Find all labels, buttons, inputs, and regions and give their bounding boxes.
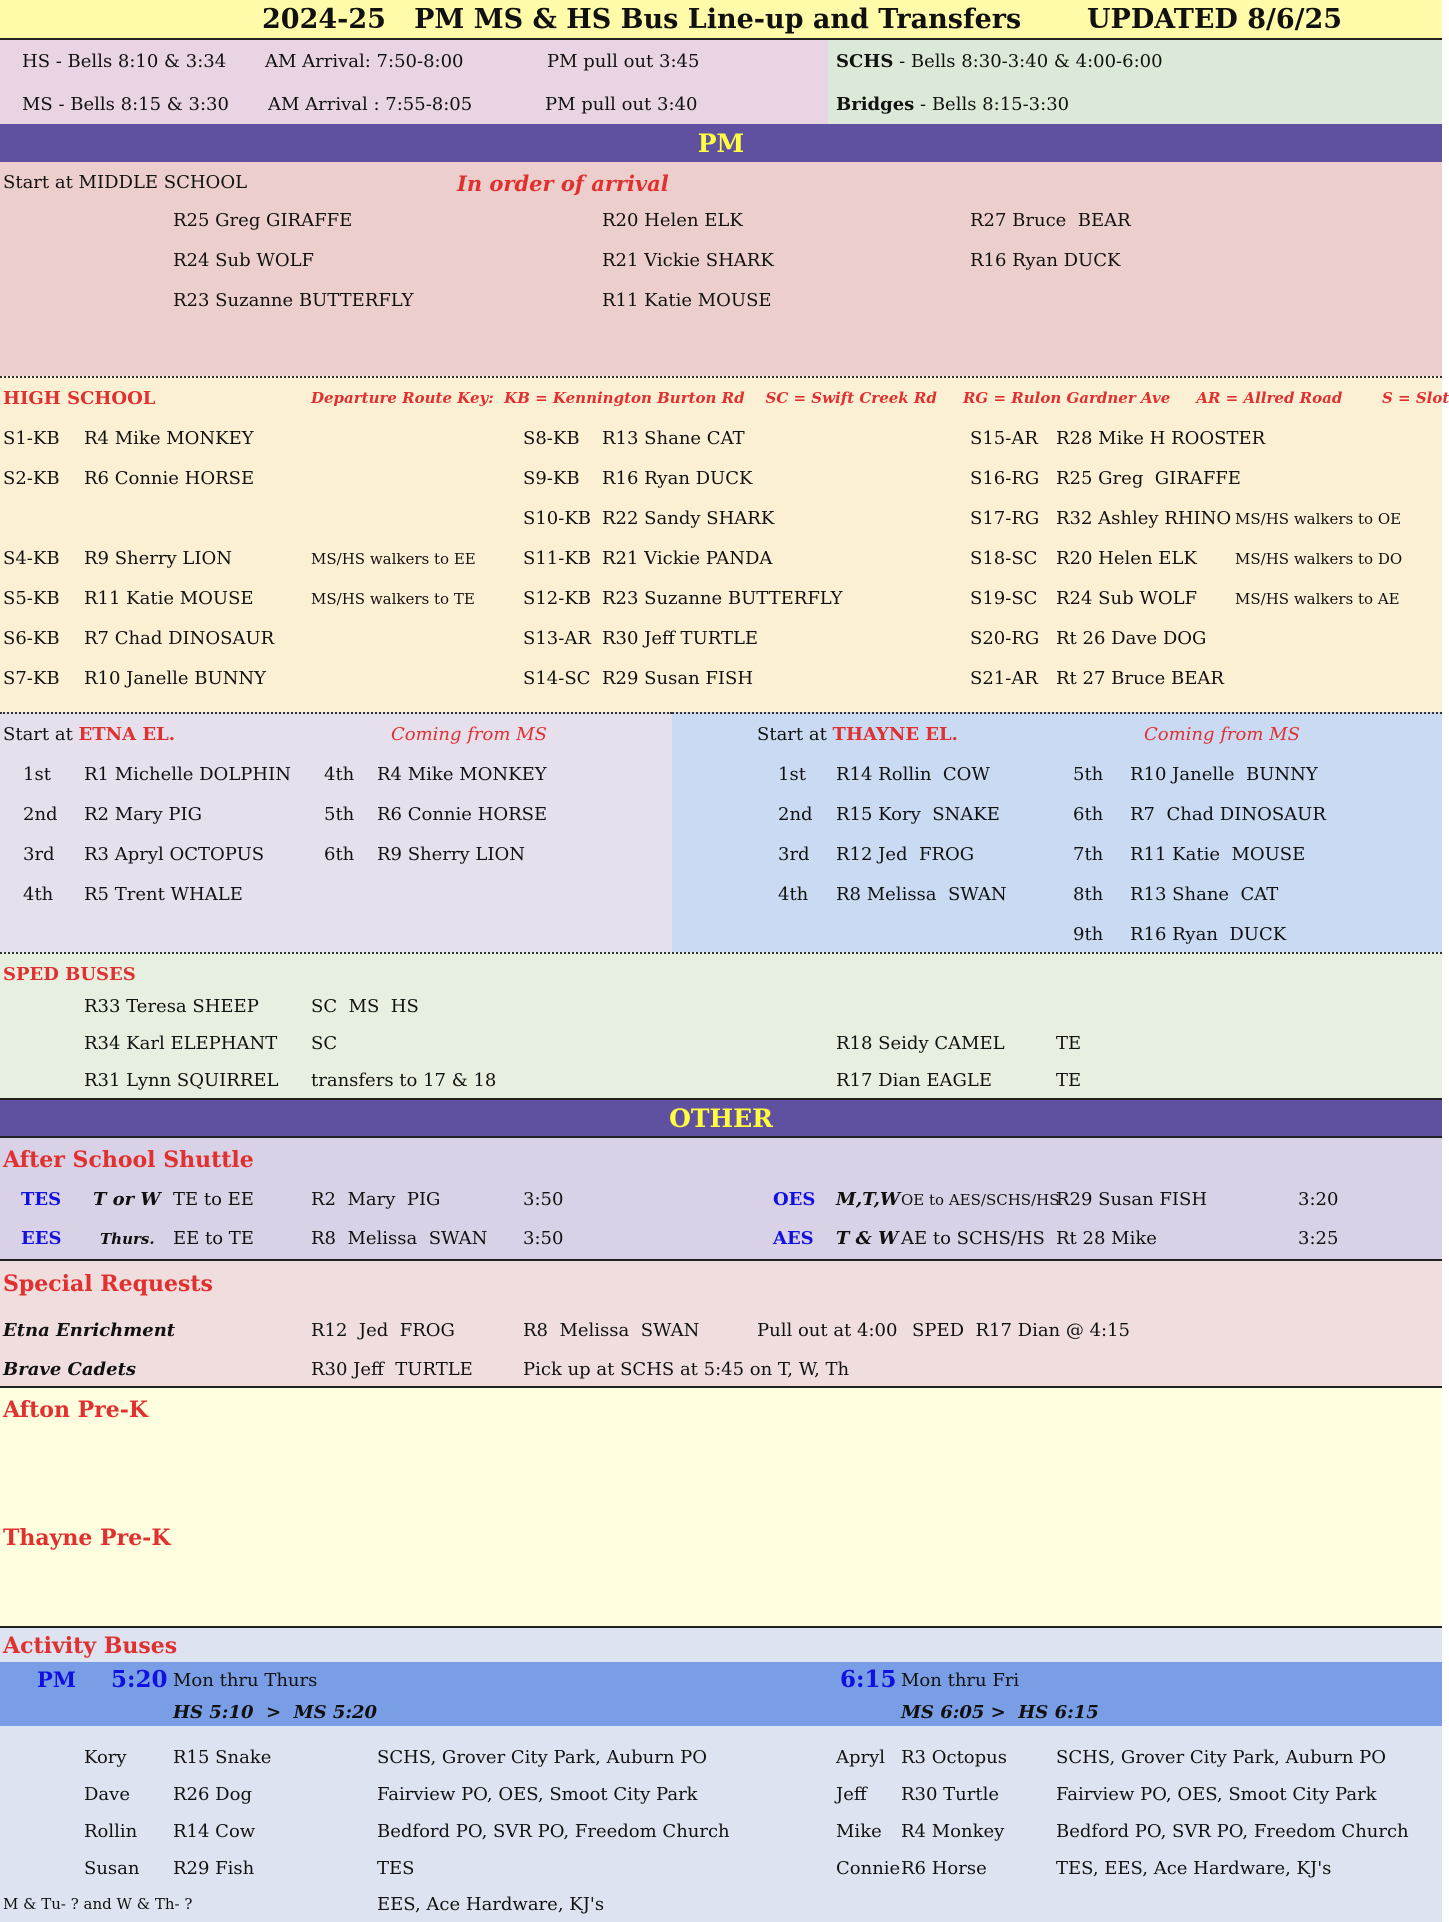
etna-order: 4th (23, 884, 54, 905)
shuttle-days: Thurs. (100, 1230, 155, 1248)
thayne-order: 4th (778, 884, 809, 905)
etna-order: 3rd (23, 844, 55, 865)
etna-start (3, 726, 175, 744)
brave-cadets-note: Pick up at SCHS at 5:45 on T, W, Th (523, 1359, 850, 1380)
hs-slot: S2-KB (3, 468, 60, 489)
brave-cadets-label: Brave Cadets (3, 1359, 137, 1380)
shuttle-bus: R2 Mary PIG (311, 1189, 441, 1210)
etna-enrichment-label: Etna Enrichment (3, 1320, 176, 1341)
ms-bus-item: R25 Greg GIRAFFE (173, 210, 353, 231)
etna-name: ETNA EL. (78, 724, 175, 745)
hs-bus: R11 Katie MOUSE (84, 588, 254, 609)
sped-note: transfers to 17 & 18 (311, 1070, 497, 1091)
activity-bus: R26 Dog (173, 1784, 252, 1805)
hs-bus: Rt 27 Bruce BEAR (1056, 668, 1224, 689)
activity-stops: Fairview PO, OES, Smoot City Park (1056, 1784, 1377, 1805)
etna-bus: R9 Sherry LION (377, 844, 525, 865)
hs-slot: S9-KB (523, 468, 580, 489)
shuttle-school: OES (773, 1189, 816, 1210)
special-requests-section (0, 1259, 1442, 1387)
etna-start-text: Start at (3, 724, 79, 745)
shuttle-route: OE to AES/SCHS/HS (901, 1191, 1060, 1209)
ms-bus-item: R23 Suzanne BUTTERFLY (173, 290, 414, 311)
etna-enrichment-bus1: R12 Jed FROG (311, 1320, 455, 1341)
hs-bells: HS - Bells 8:10 & 3:34 (22, 51, 227, 72)
activity-bus: R30 Turtle (901, 1784, 1000, 1805)
hs-bus: R4 Mike MONKEY (84, 428, 254, 449)
title-bar (0, 0, 1442, 38)
activity-bus: R6 Horse (901, 1858, 987, 1879)
sped-note: TE (1056, 1033, 1082, 1054)
thayne-order: 8th (1073, 884, 1104, 905)
shuttle-school: AES (773, 1228, 814, 1249)
shuttle-time: 3:25 (1298, 1228, 1339, 1249)
shuttle-bus: R8 Melissa SWAN (311, 1228, 488, 1249)
activity-sub2: MS 6:05 > HS 6:15 (901, 1702, 1099, 1723)
hs-slot: S12-KB (523, 588, 591, 609)
thayne-name: THAYNE EL. (832, 724, 958, 745)
bells-right-panel (828, 38, 1442, 124)
hs-bus: R28 Mike H ROOSTER (1056, 428, 1266, 449)
sped-note: SC MS HS (311, 996, 419, 1017)
hs-bus: R20 Helen ELK (1056, 548, 1197, 569)
sped-bus: R34 Karl ELEPHANT (84, 1033, 278, 1054)
shuttle-route: EE to TE (173, 1228, 254, 1249)
thayne-coming: Coming from MS (1144, 724, 1300, 745)
hs-bus: R24 Sub WOLF (1056, 588, 1198, 609)
activity-driver: Apryl (836, 1747, 886, 1768)
middle-school-section (0, 162, 1442, 376)
activity-days1: Mon thru Thurs (173, 1670, 318, 1691)
hs-walker-note: MS/HS walkers to TE (311, 590, 475, 608)
pm-header-label: PM (697, 129, 745, 158)
activity-time1: 5:20 (111, 1666, 168, 1693)
prek-section (0, 1386, 1442, 1626)
hs-bus: R23 Suzanne BUTTERFLY (602, 588, 843, 609)
hs-slot: S11-KB (523, 548, 591, 569)
hs-slot: S18-SC (970, 548, 1038, 569)
activity-stops: Bedford PO, SVR PO, Freedom Church (377, 1821, 730, 1842)
sped-label: SPED BUSES (3, 964, 136, 985)
etna-bus: R6 Connie HORSE (377, 804, 548, 825)
hs-walker-note: MS/HS walkers to AE (1235, 590, 1400, 608)
shuttle-time: 3:50 (523, 1228, 564, 1249)
sped-bus: R31 Lynn SQUIRREL (84, 1070, 279, 1091)
shuttle-time: 3:20 (1298, 1189, 1339, 1210)
activity-stops: SCHS, Grover City Park, Auburn PO (377, 1747, 708, 1768)
sped-note: SC (311, 1033, 338, 1054)
etna-enrichment-bus2: R8 Melissa SWAN (523, 1320, 700, 1341)
activity-stops: Fairview PO, OES, Smoot City Park (377, 1784, 698, 1805)
hs-walker-note: MS/HS walkers to DO (1235, 550, 1403, 568)
hs-bus: R10 Janelle BUNNY (84, 668, 267, 689)
ms-bus-item: R27 Bruce BEAR (970, 210, 1131, 231)
thayne-bus: R7 Chad DINOSAUR (1130, 804, 1326, 825)
thayne-start-text: Start at (757, 724, 833, 745)
activity-driver: Mike (836, 1821, 882, 1842)
shuttle-time: 3:50 (523, 1189, 564, 1210)
high-school-section (0, 376, 1449, 712)
sped-bus: R33 Teresa SHEEP (84, 996, 259, 1017)
thayne-order: 5th (1073, 764, 1104, 785)
activity-bus: R29 Fish (173, 1858, 255, 1879)
ms-arrival: AM Arrival : 7:55-8:05 (268, 94, 473, 115)
activity-bus: R14 Cow (173, 1821, 256, 1842)
thayne-order: 9th (1073, 924, 1104, 945)
thayne-order: 3rd (778, 844, 810, 865)
hs-bus: R13 Shane CAT (602, 428, 745, 449)
other-header-label: OTHER (669, 1104, 773, 1133)
sped-bus: R18 Seidy CAMEL (836, 1033, 1005, 1054)
bridges-bells-line (836, 96, 1069, 114)
hs-slot: S20-RG (970, 628, 1040, 649)
shuttle-days: T & W (836, 1228, 899, 1249)
thayne-section (672, 712, 1442, 952)
activity-stops: TES, EES, Ace Hardware, KJ's (1056, 1858, 1332, 1879)
shuttle-label: After School Shuttle (3, 1147, 254, 1173)
activity-pm-label: PM (37, 1667, 77, 1692)
hs-slot: S17-RG (970, 508, 1040, 529)
etna-section (0, 712, 672, 952)
activity-days2: Mon thru Fri (901, 1670, 1020, 1691)
etna-bus: R5 Trent WHALE (84, 884, 243, 905)
activity-driver: Dave (84, 1784, 130, 1805)
hs-bus: Rt 26 Dave DOG (1056, 628, 1207, 649)
hs-walker-note: MS/HS walkers to OE (1235, 510, 1402, 528)
hs-slot: S6-KB (3, 628, 60, 649)
thayne-bus: R14 Rollin COW (836, 764, 990, 785)
bells-left-panel (0, 38, 828, 124)
etna-order: 5th (324, 804, 355, 825)
shuttle-days: T or W (93, 1189, 161, 1210)
ms-bus-item: R21 Vickie SHARK (602, 250, 774, 271)
schs-bells-line (836, 53, 1163, 71)
etna-enrichment-pullout: Pull out at 4:00 (757, 1320, 898, 1341)
hs-slot-key: S = Slot (1382, 389, 1449, 407)
page-title: 2024-25 PM MS & HS Bus Line-up and Transfers UPDATED 8/6/25 (262, 4, 1343, 35)
activity-bus: R3 Octopus (901, 1747, 1007, 1768)
hs-slot: S16-RG (970, 468, 1040, 489)
hs-slot: S19-SC (970, 588, 1038, 609)
thayne-order: 6th (1073, 804, 1104, 825)
afton-prek-label: Afton Pre-K (3, 1397, 149, 1423)
activity-footer-stops: EES, Ace Hardware, KJ's (377, 1894, 605, 1915)
ms-start-label: Start at MIDDLE SCHOOL (3, 172, 248, 193)
hs-bus: R21 Vickie PANDA (602, 548, 773, 569)
ms-bus-item: R11 Katie MOUSE (602, 290, 772, 311)
hs-bus: R32 Ashley RHINO (1056, 508, 1232, 529)
ms-pullout: PM pull out 3:40 (545, 94, 698, 115)
schs-name: SCHS (836, 51, 894, 72)
shuttle-days: M,T,W (836, 1189, 901, 1210)
other-header (0, 1098, 1442, 1136)
activity-bus: R15 Snake (173, 1747, 272, 1768)
thayne-start (757, 726, 958, 744)
hs-bus: R25 Greg GIRAFFE (1056, 468, 1241, 489)
activity-driver: Connie (836, 1858, 901, 1879)
etna-bus: R1 Michelle DOLPHIN (84, 764, 291, 785)
etna-enrichment-sped: SPED R17 Dian @ 4:15 (912, 1320, 1131, 1341)
thayne-order: 1st (778, 764, 806, 785)
activity-driver: Kory (84, 1747, 127, 1768)
etna-order: 2nd (23, 804, 58, 825)
ms-bus-item: R24 Sub WOLF (173, 250, 315, 271)
hs-slot: S5-KB (3, 588, 60, 609)
hs-pullout: PM pull out 3:45 (547, 51, 700, 72)
ms-bells: MS - Bells 8:15 & 3:30 (22, 94, 229, 115)
ms-bus-item: R16 Ryan DUCK (970, 250, 1121, 271)
thayne-order: 2nd (778, 804, 813, 825)
thayne-bus: R16 Ryan DUCK (1130, 924, 1287, 945)
bridges-bells: - Bells 8:15-3:30 (914, 94, 1070, 115)
activity-stops: TES (377, 1858, 415, 1879)
bridges-name: Bridges (836, 94, 915, 115)
thayne-bus: R12 Jed FROG (836, 844, 975, 865)
hs-slot: S10-KB (523, 508, 591, 529)
sped-note: TE (1056, 1070, 1082, 1091)
etna-order: 4th (324, 764, 355, 785)
shuttle-school: EES (21, 1228, 62, 1249)
etna-bus: R4 Mike MONKEY (377, 764, 547, 785)
sped-bus: R17 Dian EAGLE (836, 1070, 993, 1091)
shuttle-bus: Rt 28 Mike (1056, 1228, 1157, 1249)
hs-slot: S14-SC (523, 668, 591, 689)
activity-stops: Bedford PO, SVR PO, Freedom Church (1056, 1821, 1409, 1842)
activity-footer-note: M & Tu- ? and W & Th- ? (3, 1895, 193, 1913)
thayne-bus: R8 Melissa SWAN (836, 884, 1007, 905)
hs-label: HIGH SCHOOL (3, 388, 156, 409)
hs-bus: R6 Connie HORSE (84, 468, 255, 489)
etna-order: 1st (23, 764, 51, 785)
activity-time2: 6:15 (840, 1666, 897, 1693)
hs-bus: R7 Chad DINOSAUR (84, 628, 275, 649)
shuttle-bus: R29 Susan FISH (1056, 1189, 1208, 1210)
activity-header-band (0, 1662, 1442, 1726)
hs-slot: S15-AR (970, 428, 1038, 449)
hs-slot: S21-AR (970, 668, 1038, 689)
thayne-bus: R10 Janelle BUNNY (1130, 764, 1318, 785)
hs-slot: S8-KB (523, 428, 580, 449)
activity-driver: Rollin (84, 1821, 138, 1842)
etna-bus: R2 Mary PIG (84, 804, 202, 825)
hs-bus: R22 Sandy SHARK (602, 508, 775, 529)
hs-bus: R16 Ryan DUCK (602, 468, 753, 489)
hs-slot: S4-KB (3, 548, 60, 569)
hs-slot: S1-KB (3, 428, 60, 449)
shuttle-section (0, 1136, 1442, 1260)
pm-header (0, 124, 1442, 162)
thayne-bus: R11 Katie MOUSE (1130, 844, 1306, 865)
shuttle-route: TE to EE (173, 1189, 254, 1210)
thayne-bus: R13 Shane CAT (1130, 884, 1279, 905)
shuttle-route: AE to SCHS/HS (901, 1228, 1045, 1249)
thayne-prek-label: Thayne Pre-K (3, 1525, 171, 1551)
activity-stops: SCHS, Grover City Park, Auburn PO (1056, 1747, 1387, 1768)
thayne-bus: R15 Kory SNAKE (836, 804, 1000, 825)
thayne-order: 7th (1073, 844, 1104, 865)
shuttle-school: TES (21, 1189, 62, 1210)
activity-section (0, 1626, 1442, 1922)
activity-driver: Susan (84, 1858, 140, 1879)
sped-section (0, 952, 1442, 1098)
hs-arrival: AM Arrival: 7:50-8:00 (265, 51, 464, 72)
activity-bus: R4 Monkey (901, 1821, 1005, 1842)
activity-label: Activity Buses (3, 1633, 178, 1659)
hs-walker-note: MS/HS walkers to EE (311, 550, 476, 568)
hs-bus: R30 Jeff TURTLE (602, 628, 759, 649)
hs-slot: S7-KB (3, 668, 60, 689)
brave-cadets-bus: R30 Jeff TURTLE (311, 1359, 473, 1380)
hs-bus: R29 Susan FISH (602, 668, 754, 689)
etna-coming: Coming from MS (391, 724, 547, 745)
hs-bus: R9 Sherry LION (84, 548, 232, 569)
hs-route-key: Departure Route Key: KB = Kennington Burton Rd SC = Swift Creek Rd RG = Rulon Gardner Ave AR = Allred Road (311, 389, 1343, 407)
ms-order-note: In order of arrival (457, 171, 669, 196)
ms-bus-item: R20 Helen ELK (602, 210, 743, 231)
etna-bus: R3 Apryl OCTOPUS (84, 844, 265, 865)
etna-order: 6th (324, 844, 355, 865)
hs-slot: S13-AR (523, 628, 591, 649)
activity-sub1: HS 5:10 > MS 5:20 (173, 1702, 378, 1723)
activity-driver: Jeff (836, 1784, 867, 1805)
schs-bells: - Bells 8:30-3:40 & 4:00-6:00 (893, 51, 1163, 72)
special-label: Special Requests (3, 1271, 213, 1297)
